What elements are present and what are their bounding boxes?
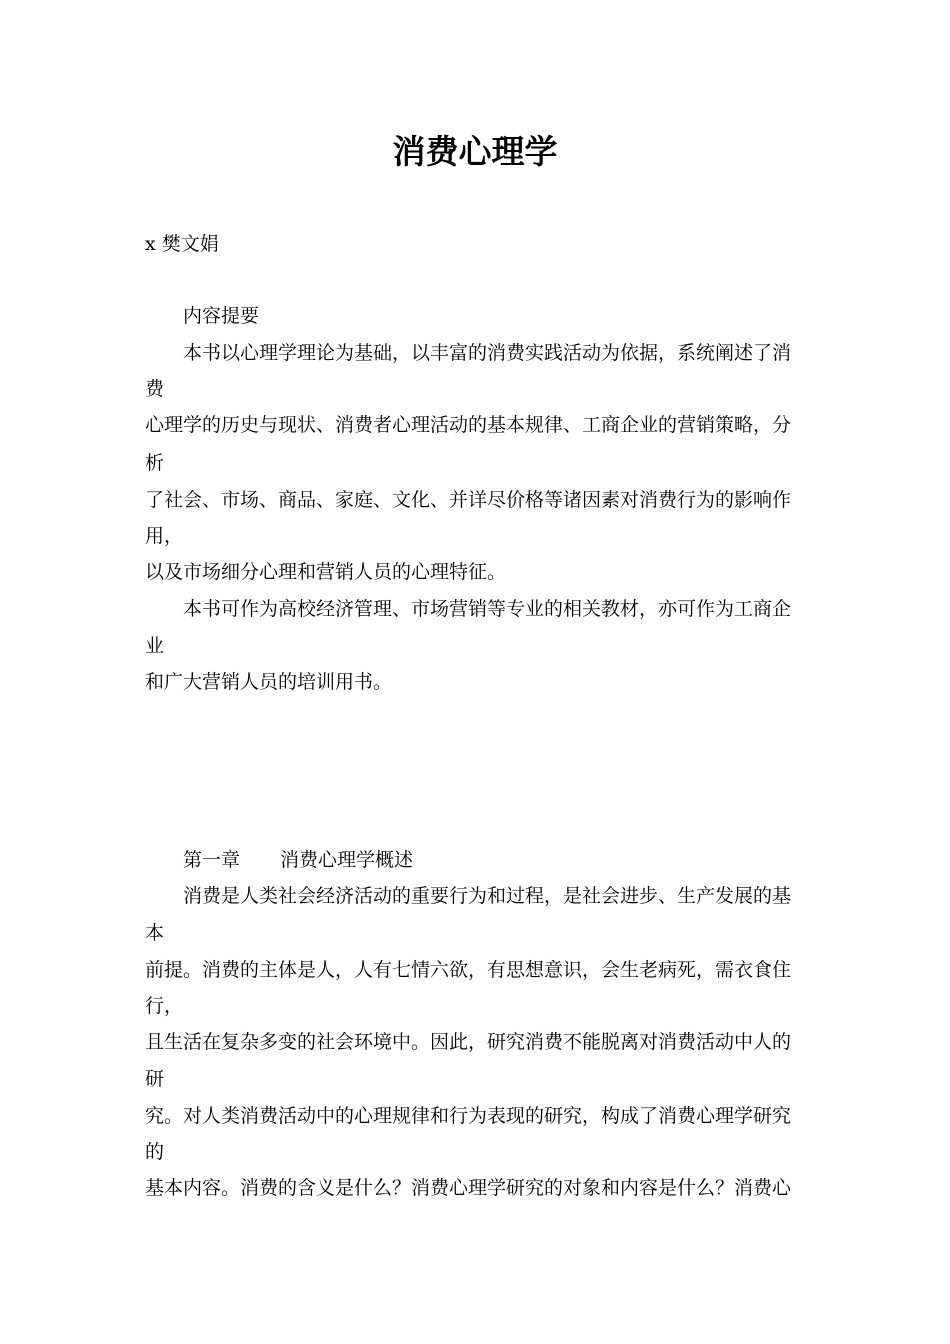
chapter-line: 研 — [145, 1068, 165, 1090]
chapter-line: 基本内容。消费的含义是什么？消费心理学研究的对象和内容是什么？消费心 — [145, 1177, 792, 1199]
abstract-line: 了社会、市场、商品、家庭、文化、并详尽价格等诸因素对消费行为的影响作 — [145, 489, 792, 511]
chapter-line: 的 — [145, 1141, 165, 1163]
chapter-number: 第一章 — [183, 849, 241, 871]
abstract-line: 以及市场细分心理和营销人员的心理特征。 — [145, 561, 507, 583]
abstract-line: 本书可作为高校经济管理、市场营销等专业的相关教材，亦可作为工商企 — [183, 598, 792, 620]
abstract-line: 用， — [145, 525, 184, 547]
chapter-title: 消费心理学概述 — [280, 849, 414, 871]
chapter-line: 且生活在复杂多变的社会环境中。因此，研究消费不能脱离对消费活动中人的 — [145, 1031, 792, 1053]
chapter-line: 消费是人类社会经济活动的重要行为和过程，是社会进步、生产发展的基 — [183, 885, 792, 907]
abstract-line: 费 — [145, 378, 165, 400]
chapter-line: 究。对人类消费活动中的心理规律和行为表现的研究，构成了消费心理学研究 — [145, 1105, 792, 1127]
author-line: x 樊文娟 — [145, 233, 219, 255]
abstract-line: 心理学的历史与现状、消费者心理活动的基本规律、工商企业的营销策略，分 — [145, 414, 792, 436]
chapter-heading — [183, 847, 413, 873]
abstract-line: 本书以心理学理论为基础，以丰富的消费实践活动为依据，系统阐述了消 — [183, 342, 792, 364]
abstract-heading: 内容提要 — [183, 305, 260, 327]
document-title: 消费心理学 — [392, 132, 558, 171]
abstract-line: 业 — [145, 635, 165, 657]
abstract-line: 析 — [145, 452, 165, 474]
chapter-line: 行， — [145, 995, 184, 1017]
chapter-line: 前提。消费的主体是人，人有七情六欲，有思想意识，会生老病死，需衣食住 — [145, 959, 792, 981]
abstract-line: 和广大营销人员的培训用书。 — [145, 671, 393, 693]
chapter-line: 本 — [145, 922, 165, 944]
